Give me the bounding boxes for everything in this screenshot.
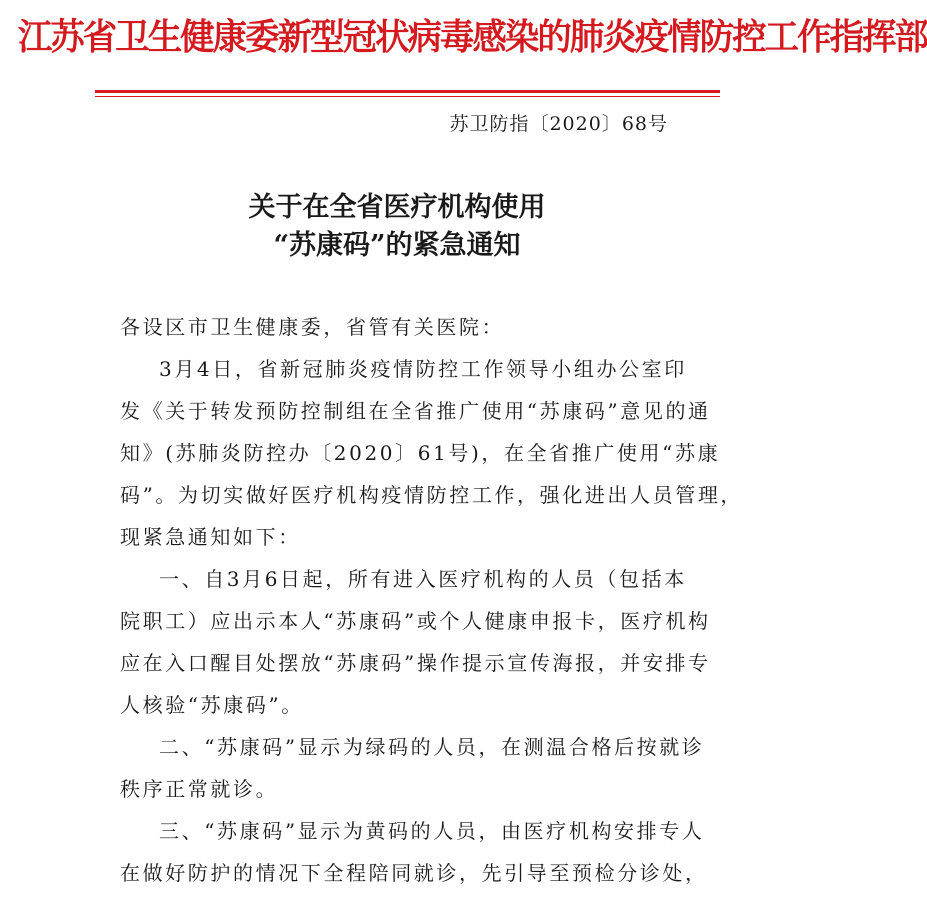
body-line: 秩序正常就诊。	[120, 777, 279, 801]
body-line: 3月4日，省新冠肺炎疫情防控工作领导小组办公室印	[159, 357, 687, 381]
salutation: 各设区市卫生健康委，省管有关医院：	[120, 315, 505, 339]
document-title-line-1: 关于在全省医疗机构使用	[248, 192, 546, 223]
body-line: 在做好防护的情况下全程陪同就诊，先引导至预检分诊处，	[120, 861, 708, 885]
body-line: 知》(苏肺炎防控办〔2020〕61号)，在全省推广使用“苏康	[120, 441, 721, 465]
body-line: 一、自3月6日起，所有进入医疗机构的人员（包括本	[159, 567, 687, 591]
document-title-line-2: “苏康码”的紧急通知	[273, 230, 521, 261]
body-line: 三、“苏康码”显示为黄码的人员，由医疗机构安排专人	[159, 819, 705, 843]
body-line: 院职工）应出示本人“苏康码”或个人健康申报卡，医疗机构	[120, 609, 711, 633]
body-line: 人核验“苏康码”。	[120, 693, 304, 717]
document-number: 苏卫防指〔2020〕68号	[449, 113, 668, 135]
body-line: 二、“苏康码”显示为绿码的人员，在测温合格后按就诊	[159, 735, 705, 759]
body-line: 现紧急通知如下：	[120, 525, 301, 549]
header-red-rule	[95, 90, 720, 93]
org-header-title: 江苏省卫生健康委新型冠状病毒感染的肺炎疫情防控工作指挥部	[17, 16, 927, 58]
body-line: 码”。为切实做好医疗机构疫情防控工作，强化进出人员管理，	[120, 483, 744, 507]
body-line: 发《关于转发预防控制组在全省推广使用“苏康码”意见的通	[120, 399, 711, 423]
body-line: 应在入口醒目处摆放“苏康码”操作提示宣传海报，并安排专	[120, 651, 711, 675]
header-red-rule-thin	[95, 96, 720, 97]
